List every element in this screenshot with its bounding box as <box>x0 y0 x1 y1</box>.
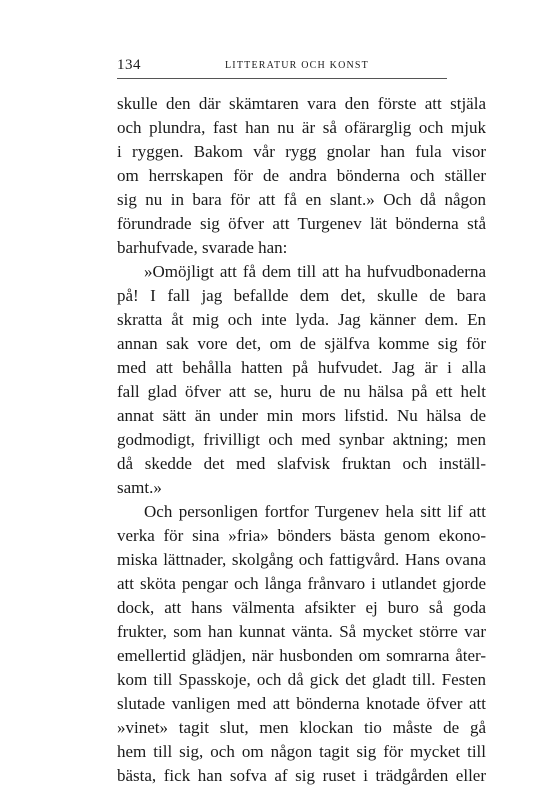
text-line: att sköta pengar och långa frånvaro i utlandet gjorde <box>117 574 486 593</box>
text-line: Och personligen fortfor Turgenev hela sitt lif att <box>144 502 486 521</box>
text-line: och plundra, fast han nu är så ofärarglig och mjuk <box>117 118 486 137</box>
text-line: frukter, som han kunnat vänta. Så mycket större var <box>117 622 486 641</box>
text-line: fall glad öfver att se, huru de nu hälsa på ett helt <box>117 382 486 401</box>
text-line: på! I fall jag befallde dem det, skulle de bara <box>117 286 486 305</box>
text-line: om herrskapen för de andra bönderna och ställer <box>117 166 486 185</box>
text-line: godmodigt, frivilligt och med synbar aktning; men <box>117 430 486 449</box>
text-line: annat sätt än under min mors lifstid. Nu hälsa de <box>117 406 486 425</box>
text-line: kom till Spasskoje, och då gick det gladt till. Festen <box>117 670 486 689</box>
text-line: skratta åt mig och inte lyda. Jag känner dem. En <box>117 310 486 329</box>
text-line: slutade vanligen med att bönderna knotade öfver att <box>117 694 486 713</box>
text-line: i ryggen. Bakom vår rygg gnolar han fula visor <box>117 142 486 161</box>
text-line: då skedde det med slafvisk fruktan och inställ- <box>117 454 486 473</box>
body-text <box>117 92 486 788</box>
text-line: miska lättnader, skolgång och fattigvård. Hans ovana <box>117 550 486 569</box>
page-number: 134 <box>117 57 141 73</box>
running-head: LITTERATUR OCH KONST <box>225 60 369 71</box>
text-line: »vinet» tagit slut, men klockan tio måste de gå <box>117 718 486 737</box>
text-line: barhufvade, svarade han: <box>117 238 288 257</box>
text-line: bästa, fick han sofva af sig ruset i trädgården eller <box>117 766 486 785</box>
text-line: sig nu in bara för att få en slant.» Och då någon <box>117 190 486 209</box>
text-line: med att behålla hatten på hufvudet. Jag är i alla <box>117 358 486 377</box>
text-line: annan sak vore det, om de själfva komme sig för <box>117 334 486 353</box>
text-line: dock, att hans välmenta afsikter ej buro så goda <box>117 598 486 617</box>
text-line: verka för sina »fria» bönders bästa genom ekono- <box>117 526 486 545</box>
text-line: hem till sig, och om någon tagit sig för mycket till <box>117 742 486 761</box>
header-rule <box>117 78 447 79</box>
text-line: »Omöjligt att få dem till att ha hufvudbonaderna <box>144 262 486 281</box>
text-line: samt.» <box>117 478 162 497</box>
text-line: emellertid glädjen, när husbonden om somrarna åter- <box>117 646 486 665</box>
page-header <box>117 57 447 77</box>
text-line: skulle den där skämtaren vara den förste att stjäla <box>117 94 486 113</box>
text-line: förundrade sig öfver att Turgenev lät bönderna stå <box>117 214 486 233</box>
